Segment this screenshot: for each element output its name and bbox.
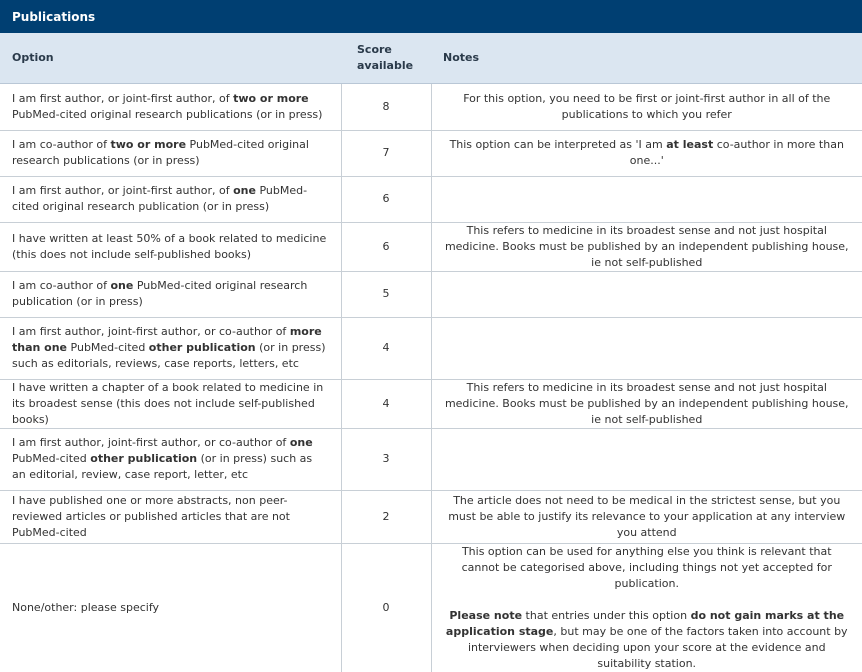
notes-paragraph: This option can be used for anything else you think is relevant that cannot be categorised above, including things not yet accepted for publication. <box>461 544 832 590</box>
notes-paragraph: For this option, you need to be first or joint-first author in all of the publications to which you refer <box>463 91 831 121</box>
notes-cell <box>431 222 862 271</box>
column-header-option: Option <box>0 33 341 83</box>
publications-table <box>0 33 862 672</box>
option-cell: I am co-author of one PubMed-cited original research publication (or in press) <box>0 271 341 317</box>
column-header-notes: Notes <box>431 33 862 83</box>
notes-paragraph: This refers to medicine in its broadest sense and not just hospital medicine. Books must be published by an independent publishing house, ie not self-published <box>444 223 849 269</box>
emphasis-text: one <box>233 184 256 197</box>
table-row <box>0 428 862 490</box>
notes-cell <box>431 428 862 490</box>
emphasis-text: other publication <box>148 341 256 354</box>
score-cell: 8 <box>341 83 431 130</box>
emphasis-text: one <box>110 279 134 292</box>
table-row <box>0 271 862 317</box>
notes-cell <box>431 379 862 428</box>
emphasis-text: at least <box>666 138 714 151</box>
emphasis-text: more than one <box>12 325 322 354</box>
score-cell: 0 <box>341 543 431 672</box>
emphasis-text: two or more <box>233 91 309 105</box>
score-cell: 6 <box>341 176 431 222</box>
notes-paragraph: Please note that entries under this option do not gain marks at the application stage, but may be one of the factors taken into account by interviewers when deciding upon your score at the evidence and suitability station. <box>445 608 848 670</box>
table-row <box>0 543 862 672</box>
emphasis-text: Please note <box>449 608 523 622</box>
notes-cell <box>431 176 862 222</box>
table-row <box>0 83 862 130</box>
notes-cell <box>431 130 862 176</box>
score-cell: 2 <box>341 490 431 543</box>
score-cell: 3 <box>341 428 431 490</box>
score-cell: 4 <box>341 317 431 379</box>
option-cell: I am first author, joint-first author, or co-author of one PubMed-cited other publication (or in press) such as an editorial, review, case report, letter, etc <box>0 428 341 490</box>
option-cell: I have written a chapter of a book related to medicine in its broadest sense (this does not include self-published books) <box>0 379 341 428</box>
score-cell: 6 <box>341 222 431 271</box>
score-cell: 7 <box>341 130 431 176</box>
table-body <box>0 83 862 672</box>
option-cell: I am co-author of two or more PubMed-cited original research publications (or in press) <box>0 130 341 176</box>
notes-paragraph: The article does not need to be medical in the strictest sense, but you must be able to justify its relevance to your application at any interview you attend <box>448 493 846 539</box>
option-cell: I am first author, joint-first author, or co-author of more than one PubMed-cited other publication (or in press) such as editorials, reviews, case reports, letters, etc <box>0 317 341 379</box>
score-cell: 4 <box>341 379 431 428</box>
notes-cell <box>431 317 862 379</box>
emphasis-text: two or more <box>110 138 187 151</box>
table-row <box>0 130 862 176</box>
option-cell: None/other: please specify <box>12 600 160 614</box>
emphasis-text: other publication <box>90 452 198 465</box>
table-row <box>0 379 862 428</box>
notes-paragraph: This option can be interpreted as 'I am at least co-author in more than one...' <box>449 138 844 167</box>
table-header-row <box>0 33 862 83</box>
section-title: Publications <box>12 9 96 24</box>
notes-paragraph: This refers to medicine in its broadest sense and not just hospital medicine. Books must be published by an independent publishing house, ie not self-published <box>444 380 849 426</box>
table-row <box>0 222 862 271</box>
column-header-score: Score available <box>341 33 431 83</box>
emphasis-text: do not gain marks at the application stage <box>445 608 845 638</box>
table-row <box>0 176 862 222</box>
option-cell: I have written at least 50% of a book related to medicine (this does not include self-published books) <box>0 222 341 271</box>
table-row <box>0 490 862 543</box>
emphasis-text: one <box>289 436 313 449</box>
notes-cell <box>431 83 862 130</box>
option-cell: I am first author, or joint-first author, of two or more PubMed-cited original research publications (or in press) <box>0 83 341 130</box>
section-title-bar <box>0 0 862 33</box>
notes-cell <box>431 490 862 543</box>
option-cell: I have published one or more abstracts, non peer-reviewed articles or published articles that are not PubMed-cited <box>0 490 341 543</box>
notes-cell <box>431 271 862 317</box>
option-cell: I am first author, or joint-first author, of one PubMed-cited original research publication (or in press) <box>0 176 341 222</box>
notes-cell <box>431 543 862 672</box>
table-row <box>0 317 862 379</box>
score-cell: 5 <box>341 271 431 317</box>
